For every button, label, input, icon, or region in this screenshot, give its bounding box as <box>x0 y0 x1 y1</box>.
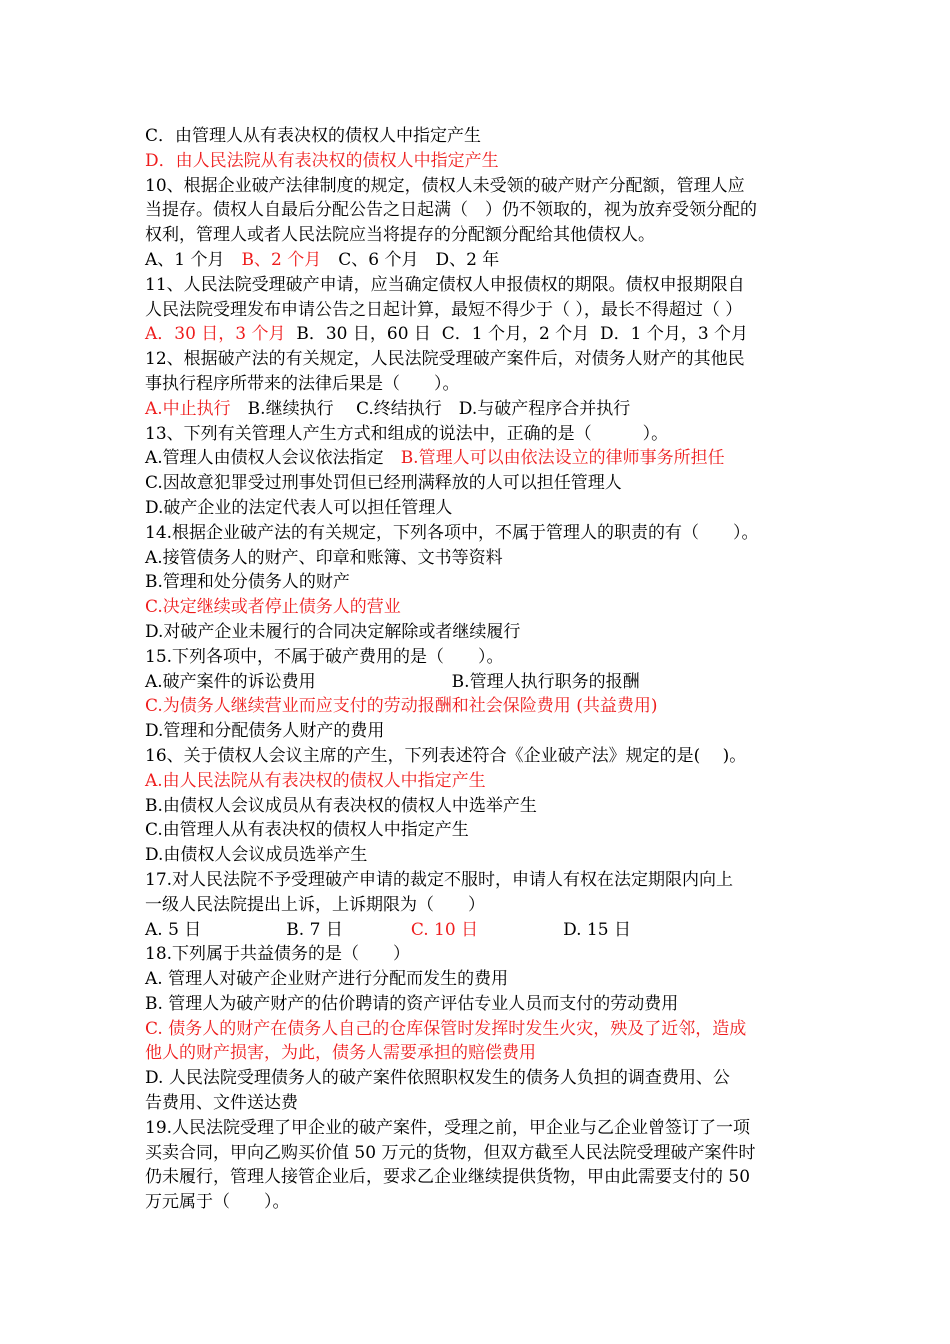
text-line <box>145 620 820 645</box>
text-line <box>145 992 820 1017</box>
text-line <box>145 471 820 496</box>
question-text: B.继续执行 C.终结执行 D.与破产程序合并执行 <box>230 398 631 419</box>
question-text: B.管理和处分债务人的财产 <box>145 572 350 593</box>
answer-text: 他人的财产损害，为此，债务人需要承担的赔偿费用 <box>145 1043 536 1064</box>
question-text: A.管理人由债权人会议依法指定 <box>145 448 401 469</box>
answer-text: B.管理人可以由依法设立的律师事务所担任 <box>400 448 725 469</box>
text-line <box>145 744 820 769</box>
text-line <box>145 248 820 273</box>
question-text: A、1 个月 <box>145 249 242 270</box>
question-text: 仍未履行，管理人接管企业后，要求乙企业继续提供货物，甲由此需要支付的 50 <box>145 1167 751 1188</box>
text-line <box>145 1141 820 1166</box>
question-text: C．由管理人从有表决权的债权人中指定产生 <box>145 126 482 146</box>
question-text: 一级人民法院提出上诉，上诉期限为（ ） <box>145 894 485 915</box>
question-text: A.接管债务人的财产、印章和账簿、文书等资料 <box>145 547 503 568</box>
text-line <box>145 397 820 422</box>
text-line <box>145 273 820 298</box>
question-text: 人民法院受理发布申请公告之日起计算，最短不得少于（ ），最长不得超过（ ） <box>145 299 743 320</box>
text-line <box>145 942 820 967</box>
question-text: D. 人民法院受理债务人的破产案件依照职权发生的债务人负担的调查费用、公 <box>145 1068 730 1089</box>
question-text: 事执行程序所带来的法律后果是（ ）。 <box>145 373 460 394</box>
answer-text: A.由人民法院从有表决权的债权人中指定产生 <box>145 770 486 791</box>
question-text: 14.根据企业破产法的有关规定，下列各项中，不属于管理人的职责的有（ ）。 <box>145 522 759 543</box>
question-text: 12、根据破产法的有关规定，人民法院受理破产案件后，对债务人财产的其他民 <box>145 349 745 370</box>
question-text: C.由管理人从有表决权的债权人中指定产生 <box>145 820 469 841</box>
answer-text: C.决定继续或者停止债务人的营业 <box>145 597 401 618</box>
answer-text: B、2 个月 <box>241 249 339 270</box>
text-line <box>145 570 820 595</box>
text-line <box>145 174 820 199</box>
question-text: A. 5 日 B. 7 日 <box>145 919 411 940</box>
question-text: 17.对人民法院不予受理破产申请的裁定不服时，申请人有权在法定期限内向上 <box>145 869 734 890</box>
text-line <box>145 893 820 918</box>
question-text: A.破产案件的诉讼费用 B.管理人执行职务的报酬 <box>145 671 640 692</box>
question-text: 买卖合同，甲向乙购买价值 50 万元的货物，但双方截至人民法院受理破产案件时 <box>145 1142 756 1163</box>
text-line <box>145 446 820 471</box>
question-text: 告费用、文件送达费 <box>145 1093 298 1114</box>
question-text: C、6 个月 D、2 年 <box>338 249 500 270</box>
text-line <box>145 372 820 397</box>
question-text: D.管理和分配债务人财产的费用 <box>145 721 385 742</box>
question-text: 当提存。债权人自最后分配公告之日起满（ ）仍不领取的，视为放弃受领分配的 <box>145 200 757 221</box>
text-line <box>145 719 820 744</box>
answer-text: D．由人民法院从有表决权的债权人中指定产生 <box>145 150 499 171</box>
question-text: 13、下列有关管理人产生方式和组成的说法中，正确的是（ ）。 <box>145 423 669 444</box>
question-text: 16、关于债权人会议主席的产生，下列表述符合《企业破产法》规定的是( )。 <box>145 745 747 766</box>
question-text: 19.人民法院受理了甲企业的破产案件，受理之前，甲企业与乙企业曾签订了一项 <box>145 1117 751 1138</box>
text-line <box>145 818 820 843</box>
question-text: 万元属于（ ）。 <box>145 1192 290 1213</box>
question-text: 权利，管理人或者人民法院应当将提存的分配额分配给其他债权人。 <box>145 225 655 246</box>
text-line <box>145 645 820 670</box>
question-text: B．30 日，60 日 C．1 个月，2 个月 D．1 个月，3 个月 <box>285 324 749 345</box>
text-line <box>145 347 820 372</box>
text-line <box>145 595 820 620</box>
answer-text: C. 10 日 <box>410 919 479 940</box>
text-line <box>145 1041 820 1066</box>
text-line <box>145 967 820 992</box>
question-text: A. 管理人对破产企业财产进行分配而发生的费用 <box>145 969 509 990</box>
question-text: B.由债权人会议成员从有表决权的债权人中选举产生 <box>145 795 537 816</box>
question-text: 15.下列各项中，不属于破产费用的是（ ）。 <box>145 646 504 667</box>
text-line <box>145 843 820 868</box>
question-text: B. 管理人为破产财产的估价聘请的资产评估专业人员而支付的劳动费用 <box>145 993 679 1014</box>
text-line <box>145 1165 820 1190</box>
text-line <box>145 794 820 819</box>
text-line <box>145 1190 820 1215</box>
answer-text: C.为债务人继续营业而应支付的劳动报酬和社会保险费用 (共益费用) <box>145 696 658 717</box>
text-line <box>145 223 820 248</box>
question-text: D.对破产企业未履行的合同决定解除或者继续履行 <box>145 621 521 642</box>
text-line <box>145 422 820 447</box>
text-line <box>145 769 820 794</box>
text-line <box>145 546 820 571</box>
text-line <box>145 298 820 323</box>
answer-text: C. 债务人的财产在债务人自己的仓库保管时发挥时发生火灾，殃及了近邻，造成 <box>145 1018 747 1039</box>
question-text: D. 15 日 <box>478 919 631 940</box>
text-line <box>145 496 820 521</box>
text-line <box>145 1017 820 1042</box>
text-line <box>145 868 820 893</box>
text-line <box>145 322 820 347</box>
text-line <box>145 149 820 174</box>
text-line <box>145 1116 820 1141</box>
question-text: C.因故意犯罪受过刑事处罚但已经刑满释放的人可以担任管理人 <box>145 473 622 494</box>
text-line <box>145 198 820 223</box>
text-line <box>145 521 820 546</box>
question-text: D.由债权人会议成员选举产生 <box>145 845 368 866</box>
question-text: 18.下列属于共益债务的是（ ） <box>145 944 411 965</box>
text-line <box>145 1066 820 1091</box>
question-text: 11、人民法院受理破产申请，应当确定债权人申报债权的期限。债权申报期限自 <box>145 274 745 295</box>
question-text: D.破产企业的法定代表人可以担任管理人 <box>145 497 453 518</box>
text-line <box>145 1091 820 1116</box>
answer-text: A.中止执行 <box>145 398 231 419</box>
answer-text: A．30 日，3 个月 <box>145 324 286 345</box>
text-line <box>145 918 820 943</box>
text-line <box>145 124 820 149</box>
text-line <box>145 694 820 719</box>
question-text: 10、根据企业破产法律制度的规定，债权人未受领的破产财产分配额，管理人应 <box>145 175 745 196</box>
text-line <box>145 670 820 695</box>
